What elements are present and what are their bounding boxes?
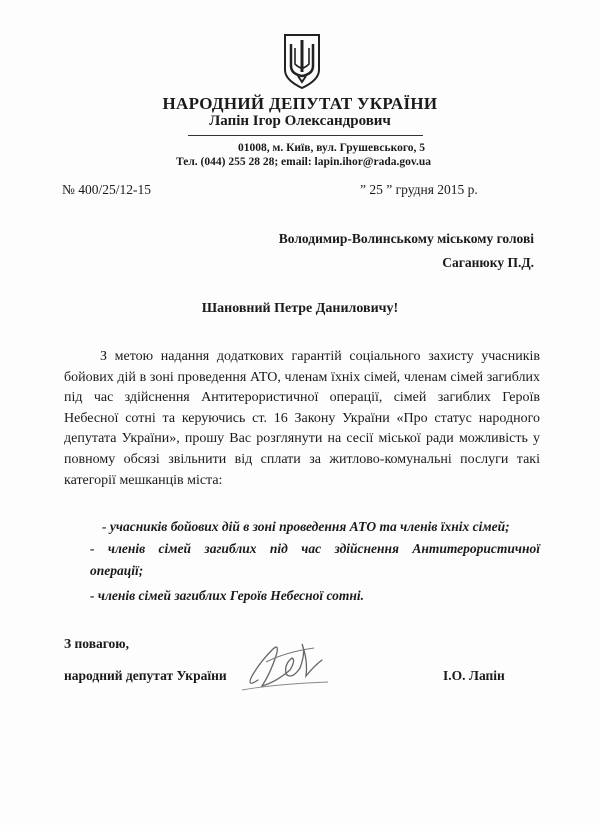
reference-number: № 400/25/12-15 [62, 182, 152, 197]
list-item: - членів сімей загиблих під час здійснення Антитерористичної [90, 541, 540, 556]
letterhead-name: Лапін Ігор Олександрович [209, 113, 391, 129]
letterhead-address: 01008, м. Київ, вул. Грушевського, 5 [238, 142, 426, 154]
signatory-name: І.О. Лапін [443, 668, 505, 683]
letter-date: ” 25 ” грудня 2015 р. [360, 182, 478, 197]
recipient-title: Володимир-Волинському міському голові [278, 231, 534, 246]
closing-regards: З повагою, [64, 636, 129, 651]
coat-of-arms-icon [277, 32, 327, 90]
signatory-position: народний депутат України [64, 668, 227, 683]
body-paragraph: З метою надання додаткових гарантій соціального захисту учасників бойових дій в зоні проведення АТО, членам їхніх сімей, членам сімей загиблих під час здійснення Антитерористичної операції, сімей загиблих Героїв Небесної сотні та керуючись ст. 16 Закону України «Про статус народного депутата України», прошу Вас розглянути на сесії міської ради можливість у повному обсязі звільнити від сплати за житлово-комунальні послуги такі категорії мешканців міста: [64, 349, 540, 488]
handwritten-signature-icon [236, 630, 336, 696]
list-item: - учасників бойових дій в зоні проведення АТО та членів їхніх сімей; [102, 519, 510, 534]
header-divider [188, 135, 423, 136]
letter-body [64, 347, 540, 491]
salutation: Шановний Петре Даниловичу! [201, 301, 399, 316]
letterhead-title: НАРОДНИЙ ДЕПУТАТ УКРАЇНИ [162, 94, 438, 113]
list-item: - членів сімей загиблих Героїв Небесної сотні. [90, 588, 365, 603]
letterhead-contacts: Тел. (044) 255 28 28; email: lapin.ihor@rada.gov.ua [176, 156, 432, 168]
recipient-name: Саганюку П.Д. [442, 255, 534, 270]
list-item-continuation: операції; [90, 563, 144, 578]
request-list [64, 516, 540, 607]
